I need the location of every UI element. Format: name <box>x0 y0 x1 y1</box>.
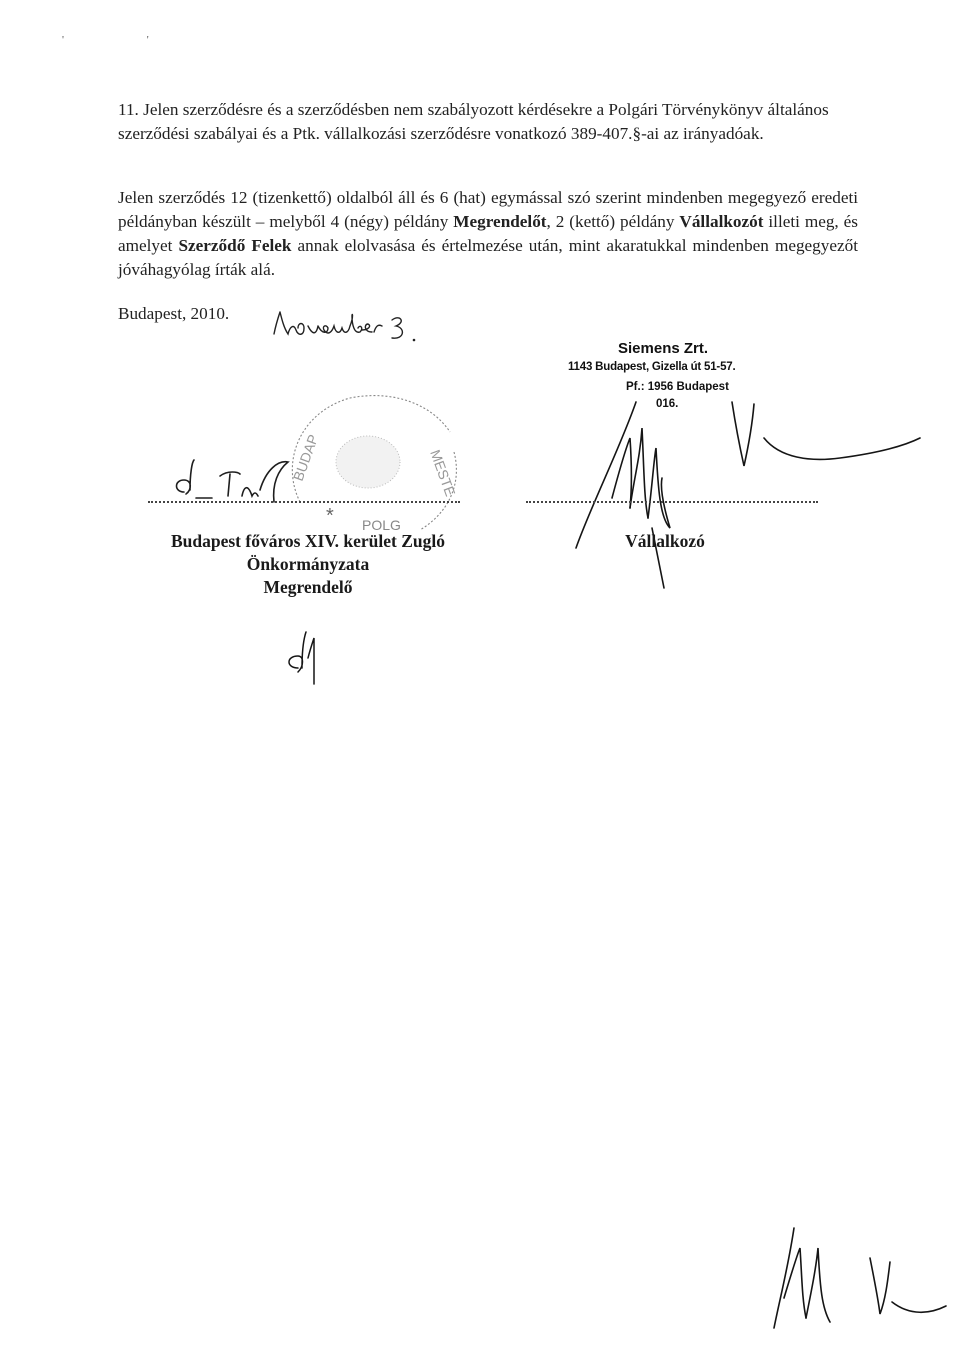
svg-text:MESTE: MESTE <box>427 447 459 499</box>
right-signature <box>560 388 940 598</box>
right-party-block <box>600 530 730 553</box>
stamp-address: 1143 Budapest, Gizella út 51-57. <box>568 361 736 373</box>
paragraph-text-2: , 2 (kettő) példány <box>546 212 680 231</box>
paragraph-bold-felek: Szerződő Felek <box>178 236 292 255</box>
clause-11 <box>118 98 858 146</box>
initials-mid <box>280 628 330 688</box>
initials-bottom <box>760 1218 950 1338</box>
left-signature-line <box>148 501 460 503</box>
stamp-company-name: Siemens Zrt. <box>618 340 709 357</box>
svg-text:*: * <box>326 505 334 527</box>
paragraph-text-4: annak elolvasása és értelmezése után, mint akaratukkal mindenben megegyezőt jóváhagyólag írták alá. <box>118 236 858 279</box>
handwritten-date <box>268 300 418 350</box>
stamp-po-box: Pf.: 1956 Budapest <box>626 381 729 393</box>
paragraph-bold-vallalkozo: Vállalkozót <box>679 212 764 231</box>
paragraph-text-3: illeti meg, és amelyet <box>118 212 858 255</box>
paragraph-text-1: Jelen szerződés 12 (tizenkettő) oldalból áll és 6 (hat) egymással szó szerint mindenben megegyező eredeti példányban készült – melyből 4 (négy) példány <box>118 188 858 231</box>
left-party-line2: Önkormányzata <box>246 554 370 574</box>
left-signature <box>168 440 328 510</box>
svg-text:BUDAP: BUDAP <box>289 432 322 484</box>
left-party-block <box>128 530 488 599</box>
scan-marks: ' ' <box>62 34 189 46</box>
main-paragraph <box>118 186 858 282</box>
left-party-role: Megrendelő <box>263 577 353 597</box>
stamp-number: 016. <box>656 398 679 410</box>
place-date: Budapest, 2010. <box>118 304 230 323</box>
right-signature-line <box>526 501 818 503</box>
left-party-line1: Budapest főváros XIV. kerület Zugló <box>170 531 446 551</box>
clause-text: Jelen szerződésre és a szerződésben nem szabályozott kérdésekre a Polgári Törvénykönyv általános szerződési szabályai és a Ptk. vállalkozási szerződésre vonatkozó 389-407.§-ai az irányadóak. <box>118 100 829 143</box>
right-party-role: Vállalkozó <box>625 531 705 551</box>
clause-number: 11. <box>118 100 139 119</box>
svg-text:POLG: POLG <box>362 517 401 533</box>
paragraph-bold-megrendelo: Megrendelőt <box>453 212 547 231</box>
